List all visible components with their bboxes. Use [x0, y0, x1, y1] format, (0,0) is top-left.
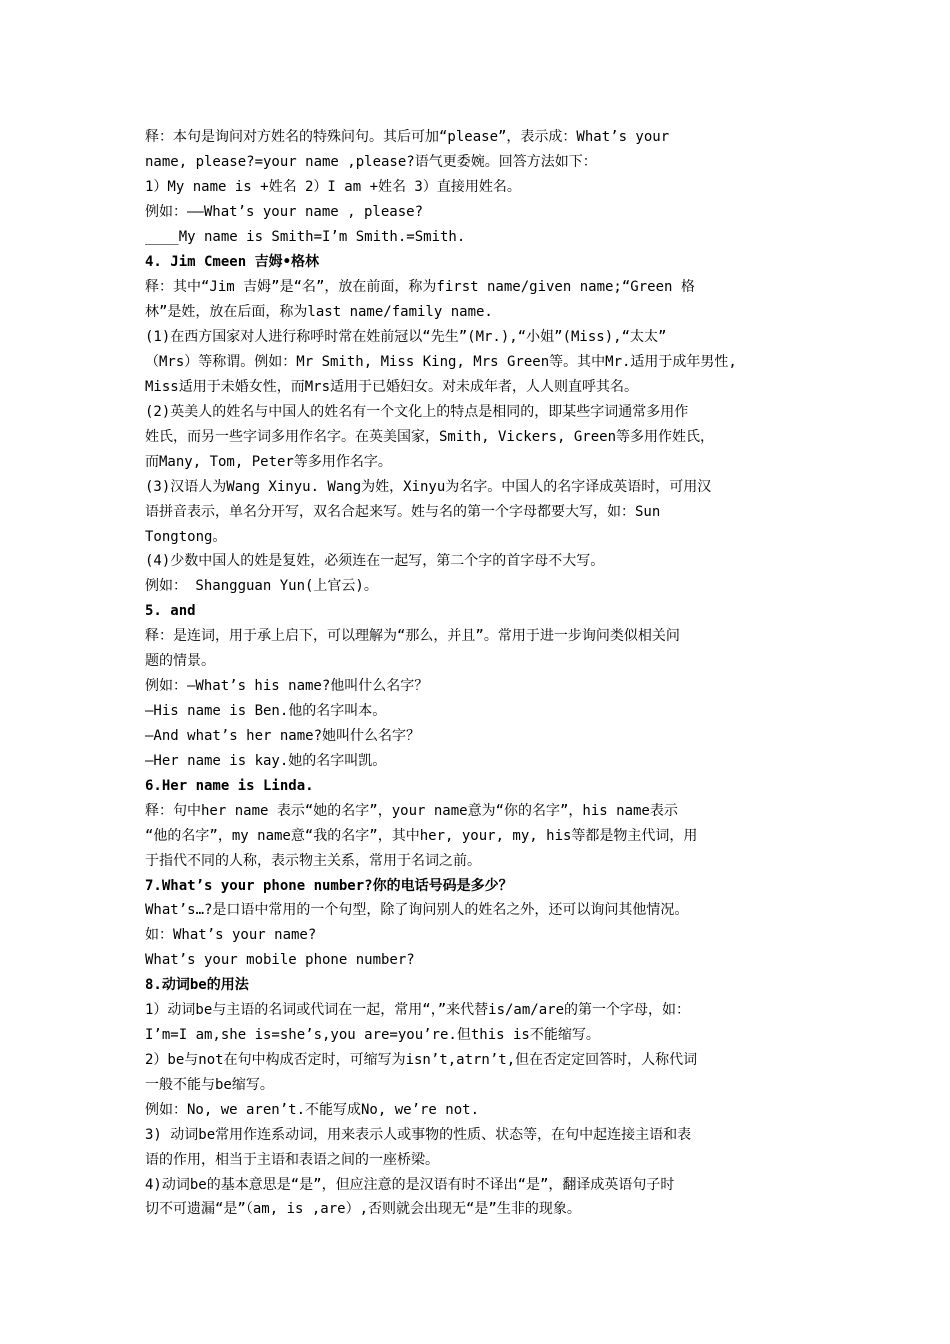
- text-line: (1)在西方国家对人进行称呼时常在姓前冠以“先生”(Mr.),“小姐”(Miss),“太太”: [145, 329, 667, 345]
- text-line: 林”是姓，放在后面，称为last name/family name.: [145, 304, 493, 320]
- text-line: 释：是连词，用于承上启下，可以理解为“那么，并且”。常用于进一步询问类似相关问: [145, 628, 680, 644]
- text-line: “他的名字”，my name意“我的名字”，其中her, your, my, his等都是物主代词，用: [145, 828, 698, 844]
- section-heading: 7.What’s your phone number?你的电话号码是多少？: [145, 878, 513, 894]
- text-line: name, please?=your name ,please?语气更委婉。回答方法如下：: [145, 154, 597, 170]
- text-line: 而Many, Tom, Peter等多用作名字。: [145, 454, 392, 470]
- section-heading: 6.Her name is Linda.: [145, 778, 314, 794]
- text-line: What’s…?是口语中常用的一个句型，除了询问别人的姓名之外，还可以询问其他情况。: [145, 902, 689, 918]
- text-line: 释：其中“Jim 吉姆”是“名”，放在前面，称为first name/given name;“Green 格: [145, 279, 695, 295]
- text-line: —Her name is kay.她的名字叫凯。: [145, 753, 387, 769]
- text-line: 1）动词be与主语的名词或代词在一起，常用“，”来代替is/am/are的第一个字母，如：: [145, 1002, 691, 1018]
- text-line: Tongtong。: [145, 529, 227, 545]
- text-line: 3) 动词be常用作连系动词，用来表示人或事物的性质、状态等，在句中起连接主语和表: [145, 1127, 692, 1143]
- text-line: —His name is Ben.他的名字叫本。: [145, 703, 387, 719]
- text-line: 释：句中her name 表示“她的名字”，your name意为“你的名字”，his name表示: [145, 803, 678, 819]
- text-line: ____My name is Smith=I’m Smith.=Smith.: [145, 229, 466, 245]
- text-line: 释：本句是询问对方姓名的特殊问句。其后可加“please”，表示成：What’s your: [145, 129, 670, 145]
- text-line: 2）be与not在句中构成否定时，可缩写为isn’t,atrn’t,但在否定定回答时，人称代词: [145, 1052, 698, 1068]
- section-heading: 5. and: [145, 603, 196, 619]
- text-line: 一般不能与be缩写。: [145, 1077, 274, 1093]
- text-line: (2)英美人的姓名与中国人的姓名有一个文化上的特点是相同的，即某些字词通常多用作: [145, 404, 689, 420]
- text-line: 如：What’s your name?: [145, 927, 317, 943]
- text-line: （Mrs）等称谓。例如：Mr Smith, Miss King, Mrs Green等。其中Mr.适用于成年男性,: [145, 354, 737, 370]
- text-line: (4)少数中国人的姓是复姓，必须连在一起写，第二个字的首字母不大写。: [145, 553, 605, 569]
- text-line: 4)动词be的基本意思是“是”，但应注意的是汉语有时不译出“是”，翻译成英语句子时: [145, 1177, 675, 1193]
- text-line: 例如：No, we aren’t.不能写成No, we’re not.: [145, 1102, 480, 1118]
- text-line: 题的情景。: [145, 653, 215, 669]
- text-line: (3)汉语人为Wang Xinyu. Wang为姓，Xinyu为名字。中国人的名字译成英语时，可用汉: [145, 479, 712, 495]
- text-line: 语的作用，相当于主语和表语之间的一座桥梁。: [145, 1152, 439, 1168]
- text-line: 姓氏，而另一些字词多用作名字。在英美国家，Smith, Vickers, Green等多用作姓氏，: [145, 429, 715, 445]
- text-line: 1）My name is +姓名 2）I am +姓名 3）直接用姓名。: [145, 179, 521, 195]
- text-line: 语拼音表示，单名分开写，双名合起来写。姓与名的第一个字母都要大写，如：Sun: [145, 504, 661, 520]
- text-line: 于指代不同的人称，表示物主关系，常用于名词之前。: [145, 853, 481, 869]
- section-heading: 8.动词be的用法: [145, 977, 249, 993]
- text-line: 例如：—What’s his name?他叫什么名字？: [145, 678, 429, 694]
- section-heading: 4. Jim Cmeen 吉姆•格林: [145, 254, 320, 270]
- text-line: What’s your mobile phone number?: [145, 952, 415, 968]
- text-line: —And what’s her name?她叫什么名字？: [145, 728, 421, 744]
- text-line: I’m=I am,she is=she’s,you are=you’re.但this is不能缩写。: [145, 1027, 600, 1043]
- text-line: 例如： Shangguan Yun(上官云)。: [145, 578, 378, 594]
- text-line: 切不可遗漏“是”（am, is ,are）,否则就会出现无“是”生非的现象。: [145, 1201, 581, 1217]
- text-line: 例如：——What’s your name , please?: [145, 204, 424, 220]
- text-line: Miss适用于未婚女性，而Mrs适用于已婚妇女。对未成年者，人人则直呼其名。: [145, 379, 638, 395]
